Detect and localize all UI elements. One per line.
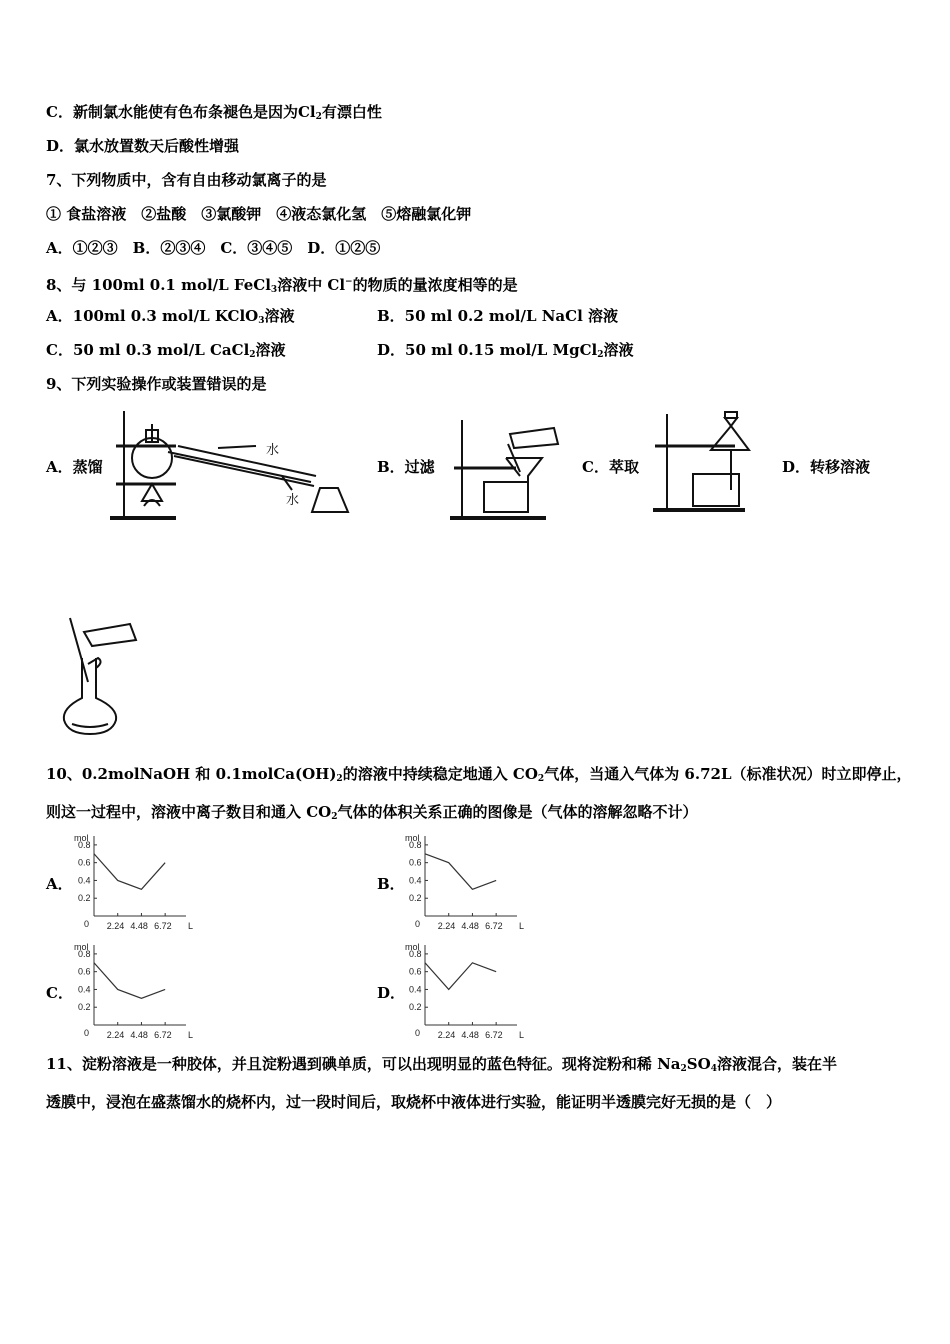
q9-stem: 9、下列实验操作或装置错误的是 (46, 375, 267, 393)
graph-d (399, 939, 529, 1043)
x-tick-label: 6.72 (485, 921, 503, 931)
q10-line-2: 则这一过程中，溶液中离子数目和通入 $CO_2$气体的体积关系正确的图像是（气体的溶解忽略不计） (46, 803, 698, 822)
q6-option-d: D．氯水放置数天后酸性增强 (46, 137, 240, 155)
y-tick-label: 0.2 (78, 1002, 91, 1013)
transfer-solution-figure (58, 612, 148, 742)
x-tick-label: 6.72 (485, 1030, 503, 1040)
q8-option-a: A．100ml 0.3 mol/L KClO$_3$溶液 (46, 307, 295, 326)
q9-option-d-label: D．转移溶液 (782, 458, 871, 476)
x-tick-label: 2.24 (106, 1030, 125, 1040)
water-out-label: 水 (286, 493, 300, 508)
y-axis-unit: mol (405, 833, 420, 843)
q10-line-1: 10、0.2molNaOH 和 $0.1molCa(OH)_2$的溶液中持续稳定地通入 $CO_2$气体，当通入气体为 6.72L（标准状况）时立即停止， (46, 765, 912, 784)
q7-stem: 7、下列物质中，含有自由移动氯离子的是 (46, 171, 327, 189)
q8-stem: 8、与 100ml 0.1 mol/L FeCl$_3$溶液中 Cl−的物质的量浓度相等的是 (46, 276, 518, 295)
x-tick-label: 2.24 (106, 921, 125, 931)
x-axis-unit: L (519, 1030, 525, 1040)
x-tick-label: 4.48 (461, 1030, 479, 1040)
y-tick-label: 0.8 (409, 948, 422, 959)
x-axis-unit: L (188, 1030, 194, 1040)
extraction-apparatus-figure (645, 406, 775, 518)
y-tick-label: 0.8 (78, 948, 91, 959)
origin-label: 0 (84, 1028, 90, 1038)
graph-a (68, 830, 198, 934)
y-tick-label: 0.6 (78, 857, 91, 868)
x-tick-label: 4.48 (130, 1030, 148, 1040)
q6-option-c: C．新制氯水能使有色布条褪色是因为$Cl_2$有漂白性 (46, 103, 382, 122)
q8-option-b: B．50 ml 0.2 mol/L NaCl 溶液 (377, 307, 618, 325)
q8-option-c: C．50 ml 0.3 mol/L CaCl$_2$溶液 (46, 341, 286, 360)
y-tick-label: 0.4 (78, 984, 91, 995)
q11-line-2: 透膜中，浸泡在盛蒸馏水的烧杯内，过一段时间后，取烧杯中液体进行实验，能证明半透膜完好无损的是（ ） (46, 1093, 782, 1111)
graph-b (399, 830, 529, 934)
data-series-line (425, 963, 496, 990)
y-tick-label: 0.2 (78, 893, 91, 904)
origin-label: 0 (84, 919, 90, 929)
distillation-apparatus-figure (106, 406, 356, 522)
q7-items: ① 食盐溶液 ②盐酸 ③氯酸钾 ④液态氯化氢 ⑤熔融氯化钾 (46, 205, 472, 223)
y-tick-label: 0.2 (409, 1002, 422, 1013)
graph-a-label: A． (46, 875, 73, 893)
y-axis-unit: mol (405, 942, 420, 952)
data-series-line (425, 854, 496, 890)
x-axis-unit: L (188, 921, 194, 931)
x-tick-label: 6.72 (154, 1030, 172, 1040)
graph-c (68, 939, 198, 1043)
x-tick-label: 6.72 (154, 921, 172, 931)
y-tick-label: 0.4 (409, 875, 422, 886)
y-tick-label: 0.6 (409, 966, 422, 977)
y-tick-label: 0.2 (409, 893, 422, 904)
q9-option-c-label: C．萃取 (582, 458, 639, 476)
graph-b-label: B． (377, 875, 405, 893)
graph-d-label: D． (377, 984, 406, 1002)
y-tick-label: 0.4 (409, 984, 422, 995)
x-tick-label: 4.48 (130, 921, 148, 931)
y-axis-unit: mol (74, 833, 89, 843)
q11-line-1: 11、淀粉溶液是一种胶体，并且淀粉遇到碘单质，可以出现明显的蓝色特征。现将淀粉和稀 $Na_2SO_4$溶液混合，装在半 (46, 1055, 837, 1074)
data-series-line (94, 963, 165, 999)
x-tick-label: 4.48 (461, 921, 479, 931)
y-tick-label: 0.6 (409, 857, 422, 868)
y-tick-label: 0.6 (78, 966, 91, 977)
origin-label: 0 (415, 1028, 421, 1038)
y-axis-unit: mol (74, 942, 89, 952)
y-tick-label: 0.4 (78, 875, 91, 886)
y-tick-label: 0.8 (409, 839, 422, 850)
origin-label: 0 (415, 919, 421, 929)
filtration-apparatus-figure (446, 414, 566, 524)
q7-options: A．①②③ B．②③④ C．③④⑤ D．①②⑤ (46, 239, 381, 257)
graph-c-label: C． (46, 984, 73, 1002)
y-tick-label: 0.8 (78, 839, 91, 850)
x-tick-label: 2.24 (437, 921, 456, 931)
x-tick-label: 2.24 (437, 1030, 456, 1040)
x-axis-unit: L (519, 921, 525, 931)
q9-option-b-label: B．过滤 (377, 458, 435, 476)
q8-option-d: D．50 ml 0.15 mol/L MgCl$_2$溶液 (377, 341, 634, 360)
water-in-label: 水 (266, 443, 280, 458)
q9-option-a-label: A．蒸馏 (46, 458, 103, 476)
data-series-line (94, 854, 165, 890)
